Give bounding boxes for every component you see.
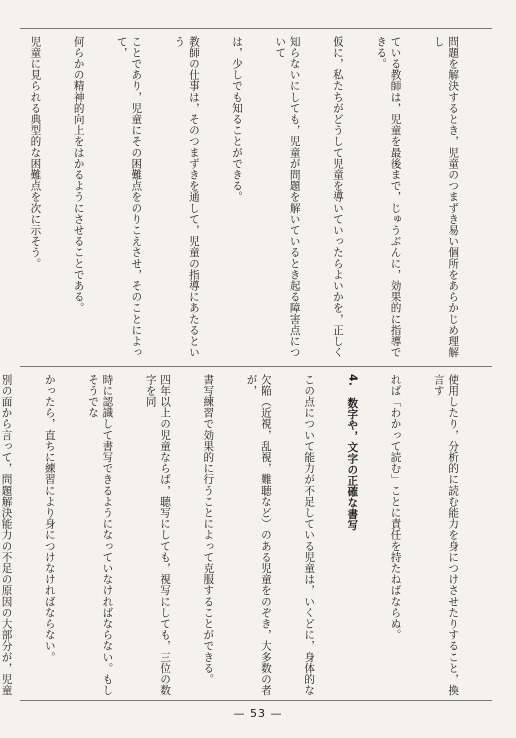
- text-line: 欠陥（近視，乱視，難聴など）のある児童をのぞき，大多数の者が，: [245, 374, 272, 696]
- text-line: れば「わかって読む」ことに責任を持たねばならぬ。: [389, 374, 402, 641]
- text-line: 知らないにしても，児童が問題を解いているとき起る障害点について: [274, 36, 301, 358]
- text-line: は，少しでも知ることができる。: [231, 36, 244, 203]
- text-line: かったら，直ちに練習により身につけなければならない。: [43, 374, 56, 663]
- text-line: 書写練習で効果的に行うことによって克服することができる。: [202, 374, 215, 685]
- text-line: 教師の仕事は，そのつまずきを通して，児童の指導にあたるという: [173, 36, 200, 358]
- lower-text-column: [0, 374, 489, 696]
- text-line: 使用したり，分析的に読む能力を身につけさせたりすること，換言す: [432, 374, 460, 696]
- text-line: 問題を解決するとき，児童のつまずき易い個所をあらかじめ理解し: [432, 36, 460, 358]
- text-line: 仮に，私たちがどうして児童を導いていったらよいかを，正しく: [331, 36, 344, 358]
- text-line: この点について能力が不足している児童は，いくどに，身体的な: [303, 374, 316, 696]
- text-line: 時に認識して書写できるようになっていなければならない。もしそうでな: [87, 374, 114, 696]
- bottom-rule: [20, 700, 492, 701]
- text-line: 四年以上の児童ならば，聴写にしても，視写にしても，三位の数字を同: [144, 374, 172, 696]
- middle-rule: [20, 366, 492, 367]
- top-rule: [20, 28, 492, 29]
- section-heading: 4. 数字や，文字の正確な書写: [346, 374, 359, 531]
- text-line: 何らかの精神的向上をはかるようにさせることである。: [72, 36, 85, 314]
- text-line: 児童に見られる典型的な困難点を次に示そう。: [29, 36, 42, 270]
- text-line: ことであり，児童にその困難点をのりこえさせ，そのことによって，: [115, 36, 143, 358]
- text-line: ている教師は，児童を最後まで，じゅうぶんに，効果的に指導できる。: [375, 36, 402, 358]
- page-number: — 53 —: [233, 707, 283, 720]
- text-line: 別の面から言って，問題解決能力の不足の原因の大部分が，児童: [0, 374, 13, 696]
- upper-text-column: [29, 36, 489, 358]
